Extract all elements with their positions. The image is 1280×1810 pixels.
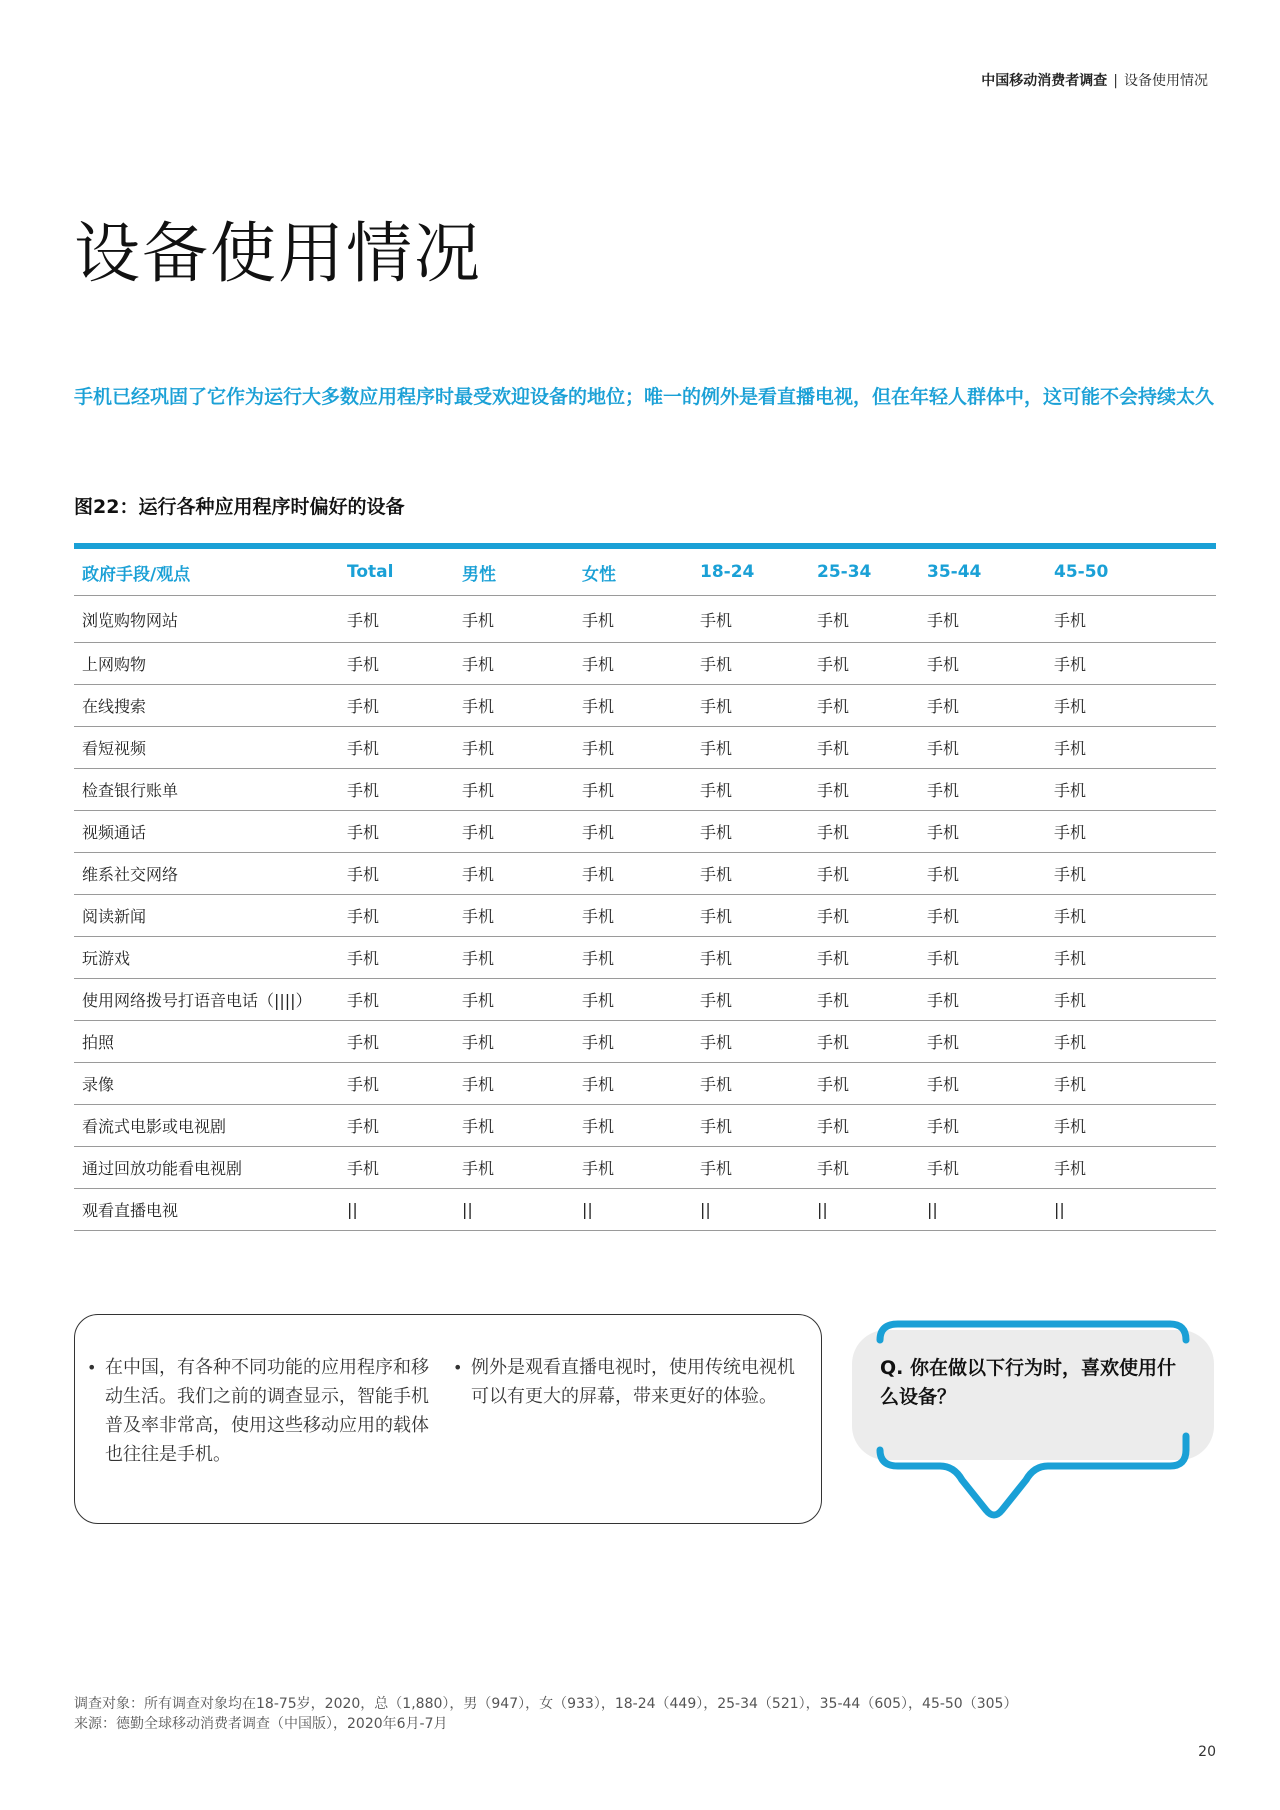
footnotes: [74, 1694, 1017, 1734]
device-cell: 手机: [339, 853, 454, 895]
device-cell: 手机: [339, 979, 454, 1021]
column-header: 女性: [574, 546, 692, 596]
device-cell: 手机: [454, 1105, 574, 1147]
device-cell: 手机: [919, 853, 1046, 895]
device-cell: 手机: [1046, 895, 1216, 937]
device-cell: ||: [574, 1189, 692, 1231]
figure-caption: 图22：运行各种应用程序时偏好的设备: [74, 496, 405, 518]
device-cell: 手机: [692, 895, 809, 937]
device-cell: 手机: [809, 979, 919, 1021]
table-row: [74, 853, 1216, 895]
device-cell: 手机: [574, 1021, 692, 1063]
source-note: 来源：德勤全球移动消费者调查（中国版），2020年6月-7月: [74, 1716, 448, 1732]
table-row: [74, 727, 1216, 769]
device-cell: 手机: [919, 769, 1046, 811]
device-cell: 手机: [574, 596, 692, 643]
device-cell: 手机: [574, 853, 692, 895]
device-cell: 手机: [919, 1105, 1046, 1147]
device-cell: 手机: [692, 769, 809, 811]
table-header-row: [74, 546, 1216, 596]
device-cell: 手机: [574, 769, 692, 811]
table-row: [74, 1189, 1216, 1231]
device-cell: ||: [454, 1189, 574, 1231]
device-cell: 手机: [919, 727, 1046, 769]
column-header: Total: [339, 546, 454, 596]
table-row: [74, 979, 1216, 1021]
device-cell: 手机: [809, 811, 919, 853]
table-row: [74, 643, 1216, 685]
device-cell: 手机: [692, 643, 809, 685]
table-row: [74, 895, 1216, 937]
speech-bubble-icon: [850, 1310, 1220, 1530]
device-cell: 手机: [809, 727, 919, 769]
device-cell: 手机: [454, 685, 574, 727]
device-cell: 手机: [574, 937, 692, 979]
page-title: 设备使用情况: [74, 215, 482, 292]
device-cell: 手机: [692, 727, 809, 769]
device-cell: 手机: [454, 1021, 574, 1063]
device-cell: 手机: [574, 979, 692, 1021]
table-row: [74, 937, 1216, 979]
column-header: 35-44: [919, 546, 1046, 596]
activity-cell: 看短视频: [74, 727, 339, 769]
device-cell: 手机: [919, 1021, 1046, 1063]
device-cell: 手机: [919, 1063, 1046, 1105]
device-cell: 手机: [919, 685, 1046, 727]
column-header: 男性: [454, 546, 574, 596]
device-cell: 手机: [339, 596, 454, 643]
device-cell: 手机: [574, 1105, 692, 1147]
device-cell: 手机: [809, 937, 919, 979]
device-cell: 手机: [574, 895, 692, 937]
survey-note: 调查对象：所有调查对象均在18-75岁，2020，总（1,880），男（947），女（933），18-24（449），25-34（521），35-44（605），45-50（305）: [74, 1696, 1018, 1712]
column-header: 政府手段/观点: [74, 546, 339, 596]
device-cell: 手机: [454, 811, 574, 853]
device-cell: 手机: [809, 643, 919, 685]
note-text: 在中国，有各种不同功能的应用程序和移动生活。我们之前的调查显示，智能手机普及率非常高，使用这些移动应用的载体也往往是手机。: [105, 1357, 429, 1465]
device-cell: 手机: [339, 1147, 454, 1189]
device-cell: 手机: [809, 1063, 919, 1105]
running-header: [981, 70, 1208, 90]
activity-cell: 在线搜索: [74, 685, 339, 727]
device-cell: 手机: [809, 596, 919, 643]
device-cell: 手机: [1046, 1147, 1216, 1189]
column-header: 45-50: [1046, 546, 1216, 596]
device-cell: 手机: [809, 895, 919, 937]
device-cell: 手机: [1046, 853, 1216, 895]
device-cell: 手机: [1046, 979, 1216, 1021]
device-cell: 手机: [809, 1021, 919, 1063]
device-cell: 手机: [574, 685, 692, 727]
device-cell: 手机: [1046, 643, 1216, 685]
device-cell: 手机: [339, 937, 454, 979]
device-cell: 手机: [574, 811, 692, 853]
device-cell: ||: [919, 1189, 1046, 1231]
device-cell: 手机: [454, 727, 574, 769]
device-cell: 手机: [809, 1105, 919, 1147]
page-number: 20: [1198, 1744, 1216, 1760]
device-cell: 手机: [692, 596, 809, 643]
table-row: [74, 685, 1216, 727]
device-cell: 手机: [574, 643, 692, 685]
column-header: 18-24: [692, 546, 809, 596]
device-cell: 手机: [919, 1147, 1046, 1189]
device-cell: 手机: [809, 769, 919, 811]
device-cell: 手机: [692, 1063, 809, 1105]
activity-cell: 玩游戏: [74, 937, 339, 979]
notes-box: [74, 1314, 822, 1524]
device-cell: 手机: [339, 1105, 454, 1147]
device-cell: 手机: [454, 937, 574, 979]
device-cell: 手机: [919, 643, 1046, 685]
table-row: [74, 1063, 1216, 1105]
column-header: 25-34: [809, 546, 919, 596]
header-separator: |: [1113, 73, 1118, 89]
device-cell: 手机: [692, 937, 809, 979]
activity-cell: 录像: [74, 1063, 339, 1105]
device-cell: 手机: [1046, 811, 1216, 853]
device-cell: 手机: [692, 811, 809, 853]
device-cell: 手机: [454, 1147, 574, 1189]
device-cell: 手机: [339, 1021, 454, 1063]
device-cell: 手机: [454, 1063, 574, 1105]
device-cell: 手机: [339, 643, 454, 685]
device-cell: 手机: [692, 979, 809, 1021]
device-cell: ||: [809, 1189, 919, 1231]
note-text: 例外是观看直播电视时，使用传统电视机可以有更大的屏幕，带来更好的体验。: [471, 1357, 795, 1407]
device-cell: 手机: [1046, 937, 1216, 979]
table-row: [74, 769, 1216, 811]
device-cell: 手机: [339, 685, 454, 727]
activity-cell: 维系社交网络: [74, 853, 339, 895]
activity-cell: 观看直播电视: [74, 1189, 339, 1231]
question-text: Q. 你在做以下行为时，喜欢使用什么设备？: [880, 1357, 1176, 1408]
activity-cell: 看流式电影或电视剧: [74, 1105, 339, 1147]
device-cell: 手机: [919, 596, 1046, 643]
device-cell: 手机: [339, 769, 454, 811]
device-cell: 手机: [1046, 1021, 1216, 1063]
device-cell: 手机: [574, 1063, 692, 1105]
device-cell: 手机: [809, 853, 919, 895]
preferred-device-table: [74, 543, 1216, 1231]
table-row: [74, 811, 1216, 853]
device-cell: 手机: [692, 1147, 809, 1189]
device-cell: 手机: [1046, 769, 1216, 811]
device-cell: 手机: [692, 685, 809, 727]
device-cell: 手机: [692, 853, 809, 895]
header-report-name: 中国移动消费者调查: [981, 73, 1108, 89]
device-cell: 手机: [339, 1063, 454, 1105]
device-cell: ||: [692, 1189, 809, 1231]
activity-cell: 浏览购物网站: [74, 596, 339, 643]
device-cell: 手机: [339, 895, 454, 937]
key-finding-subtitle: 手机已经巩固了它作为运行大多数应用程序时最受欢迎设备的地位；唯一的例外是看直播电视，但在年轻人群体中，这可能不会持续太久: [74, 386, 1215, 408]
table-row: [74, 1105, 1216, 1147]
activity-cell: 上网购物: [74, 643, 339, 685]
activity-cell: 视频通话: [74, 811, 339, 853]
device-cell: 手机: [1046, 1063, 1216, 1105]
table-row: [74, 596, 1216, 643]
device-cell: 手机: [1046, 685, 1216, 727]
device-cell: 手机: [809, 685, 919, 727]
device-cell: 手机: [574, 1147, 692, 1189]
device-cell: 手机: [454, 643, 574, 685]
device-cell: ||: [339, 1189, 454, 1231]
device-cell: 手机: [1046, 596, 1216, 643]
activity-cell: 检查银行账单: [74, 769, 339, 811]
device-cell: 手机: [919, 895, 1046, 937]
device-cell: 手机: [339, 727, 454, 769]
device-cell: 手机: [454, 979, 574, 1021]
activity-cell: 阅读新闻: [74, 895, 339, 937]
device-cell: 手机: [1046, 1105, 1216, 1147]
activity-cell: 拍照: [74, 1021, 339, 1063]
table-body: [74, 596, 1216, 1231]
activity-cell: 通过回放功能看电视剧: [74, 1147, 339, 1189]
note-item: [453, 1353, 797, 1411]
table-row: [74, 1147, 1216, 1189]
device-cell: 手机: [919, 979, 1046, 1021]
device-cell: 手机: [692, 1105, 809, 1147]
device-cell: 手机: [809, 1147, 919, 1189]
device-cell: 手机: [574, 727, 692, 769]
bullet-icon: •: [453, 1358, 463, 1377]
header-section-name: 设备使用情况: [1124, 73, 1208, 89]
device-cell: 手机: [454, 769, 574, 811]
device-cell: 手机: [692, 1021, 809, 1063]
device-cell: 手机: [454, 853, 574, 895]
device-cell: 手机: [339, 811, 454, 853]
note-item: [87, 1353, 437, 1469]
device-cell: ||: [1046, 1189, 1216, 1231]
device-cell: 手机: [454, 596, 574, 643]
bullet-icon: •: [87, 1358, 97, 1377]
device-cell: 手机: [919, 937, 1046, 979]
activity-cell: 使用网络拨号打语音电话（||||）: [74, 979, 339, 1021]
device-cell: 手机: [1046, 727, 1216, 769]
table-row: [74, 1021, 1216, 1063]
question-bubble: [850, 1310, 1220, 1530]
device-cell: 手机: [454, 895, 574, 937]
device-cell: 手机: [919, 811, 1046, 853]
